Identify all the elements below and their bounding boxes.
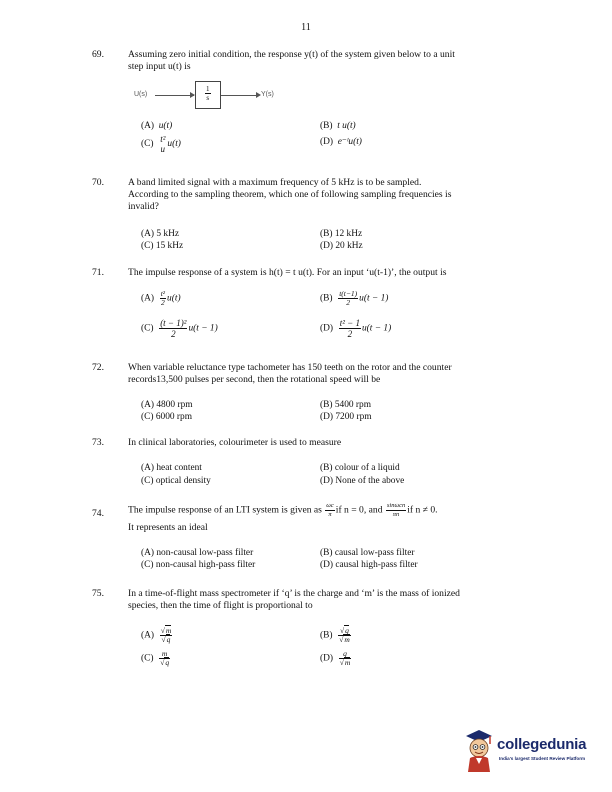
frac-num: t²	[160, 134, 166, 144]
q75-option-b	[320, 627, 352, 644]
q71-number: 71.	[92, 267, 104, 278]
frac-den: √m	[339, 635, 350, 644]
frac-den: √m	[339, 658, 351, 667]
q70-option-b: (B) 12 kHz	[320, 229, 363, 239]
q70-line1: A band limited signal with a maximum frequency of 5 kHz is to be sampled.	[128, 177, 422, 188]
option-fraction	[339, 650, 352, 667]
option-tail: u(t − 1)	[361, 323, 392, 334]
sqrt-arg: q	[345, 626, 349, 635]
q75-line1: In a time-of-flight mass spectrometer if ‘q’ is the charge and ‘m’ is the mass of ionized	[128, 588, 460, 599]
option-letter: (B)	[320, 630, 333, 641]
q69-option-a	[141, 121, 172, 131]
sqrt-arg: m	[165, 626, 172, 635]
q74-line2: It represents an ideal	[128, 522, 208, 533]
q71-option-b	[320, 290, 388, 307]
option-letter: (C)	[141, 653, 154, 664]
q70-option-d: (D) 20 kHz	[320, 241, 363, 251]
diagram-output-label: Y(s)	[261, 91, 274, 98]
option-value: u(t)	[158, 121, 173, 131]
q74-option-a: (A) non-causal low-pass filter	[141, 548, 254, 558]
q69-number: 69.	[92, 49, 104, 60]
q74-option-d: (D) causal high-pass filter	[320, 560, 418, 570]
q72-line2: records13,500 pulses per second, then the rotational speed will be	[128, 374, 381, 385]
q72-option-a: (A) 4800 rpm	[141, 400, 193, 410]
frac-num: m	[159, 650, 170, 659]
q74-text-b: if n = 0, and	[335, 504, 383, 516]
q74-line1	[128, 502, 548, 519]
q69-line2: step input u(t) is	[128, 61, 191, 72]
q72-option-b: (B) 5400 rpm	[320, 400, 372, 410]
page-number: 11	[301, 22, 311, 33]
option-fraction	[338, 627, 351, 644]
option-letter: (A)	[141, 121, 155, 131]
q70-text	[128, 177, 528, 213]
frac-num: √q	[340, 626, 349, 635]
q73-option-b: (B) colour of a liquid	[320, 463, 400, 473]
input-arrow-line	[155, 95, 194, 96]
q72-number: 72.	[92, 362, 104, 373]
q75-number: 75.	[92, 588, 104, 599]
q74-number: 74.	[92, 508, 104, 519]
q69-option-b	[320, 121, 356, 131]
q73-option-d: (D) None of the above	[320, 476, 405, 486]
option-fraction	[338, 290, 358, 307]
frac-num: t² − 1	[339, 318, 360, 328]
frac-den: √q	[160, 658, 170, 667]
q70-number: 70.	[92, 177, 104, 188]
option-letter: (A)	[141, 293, 155, 304]
q75-line2: species, then the time of flight is proportional to	[128, 600, 313, 611]
frac-den: u	[160, 144, 166, 154]
diagram-input-label: U(s)	[134, 91, 148, 98]
q74-fraction-1	[325, 502, 334, 519]
option-value: e⁻ᵗu(t)	[337, 137, 362, 147]
q69-line1: Assuming zero initial condition, the response y(t) of the system given below to a unit	[128, 49, 455, 60]
option-letter: (D)	[320, 653, 334, 664]
q71-option-a	[141, 290, 181, 307]
option-letter: (A)	[141, 630, 155, 641]
q69-option-d	[320, 136, 362, 147]
option-letter: (D)	[320, 137, 334, 147]
q74-text-a: The impulse response of an LTI system is given as	[128, 504, 322, 516]
option-fraction	[159, 134, 166, 154]
q73-option-a: (A) heat content	[141, 463, 202, 473]
block-diagram	[128, 80, 288, 110]
frac-num: (t − 1)²	[160, 318, 187, 328]
output-arrow-line	[221, 95, 259, 96]
q73-number: 73.	[92, 437, 104, 448]
q72-option-d: (D) 7200 rpm	[320, 412, 372, 422]
q75-text	[128, 588, 538, 612]
q70-option-c: (C) 15 kHz	[141, 241, 184, 251]
frac-den: 2	[171, 329, 176, 339]
sqrt-arg: m	[344, 658, 351, 667]
transfer-function-block	[195, 81, 221, 109]
q72-option-c: (C) 6000 rpm	[141, 412, 193, 422]
logo-tagline: India's largest Student Review Platform	[499, 756, 586, 761]
option-fraction	[160, 290, 166, 307]
option-fraction	[339, 318, 361, 339]
frac-den: 2	[161, 298, 165, 307]
q71-option-c	[141, 318, 218, 339]
q74-option-b: (B) causal low-pass filter	[320, 548, 415, 558]
option-tail: u(t − 1)	[188, 323, 218, 334]
q75-option-c	[141, 650, 171, 667]
transfer-function	[205, 85, 211, 102]
q74-fraction-2	[386, 502, 406, 519]
frac-num: sinωcn	[386, 502, 406, 509]
q72-line1: When variable reluctance type tachometer has 150 teeth on the rotor and the counter	[128, 362, 452, 373]
q75-option-a	[141, 627, 173, 644]
frac-den: π	[328, 511, 332, 518]
q75-option-d	[320, 650, 352, 667]
q73-text: In clinical laboratories, colourimeter is used to measure	[128, 437, 342, 448]
sqrt-arg: m	[344, 635, 350, 644]
option-letter: (B)	[320, 121, 333, 131]
q74-option-c: (C) non-causal high-pass filter	[141, 560, 256, 570]
option-fraction	[160, 627, 173, 644]
option-fraction	[159, 650, 170, 667]
tf-denominator: s	[206, 94, 210, 102]
option-tail: u(t)	[167, 139, 181, 150]
frac-num: t²	[160, 289, 166, 298]
q70-line3: invalid?	[128, 201, 159, 212]
frac-den: 2	[346, 298, 351, 307]
option-tail: u(t − 1)	[359, 293, 389, 304]
frac-den: 2	[347, 329, 353, 339]
logo-wordmark[interactable]: collegedunia	[497, 736, 587, 753]
q71-option-d	[320, 318, 391, 339]
q71-text: The impulse response of a system is h(t) = t u(t). For an input ‘u(t-1)’, the output is	[128, 267, 447, 278]
option-letter: (C)	[141, 139, 154, 150]
option-letter: (C)	[141, 323, 154, 334]
frac-num: q	[339, 650, 352, 659]
sqrt-arg: q	[166, 635, 171, 644]
tf-numerator: 1	[206, 85, 210, 93]
option-tail: u(t)	[167, 293, 181, 304]
sqrt-arg: q	[165, 658, 170, 667]
q73-option-c: (C) optical density	[141, 476, 211, 486]
q69-option-c	[141, 134, 181, 154]
frac-num: √m	[160, 626, 172, 635]
frac-num: t(t−1)	[339, 289, 358, 298]
frac-den: πn	[392, 511, 400, 518]
option-value: t u(t)	[337, 121, 356, 131]
option-letter: (D)	[320, 323, 334, 334]
frac-den: √q	[161, 635, 171, 644]
q69-text	[128, 49, 528, 73]
option-letter: (B)	[320, 293, 333, 304]
frac-num: ωc	[326, 502, 334, 509]
mascot-icon	[462, 728, 496, 772]
q72-text	[128, 362, 528, 386]
q70-option-a: (A) 5 kHz	[141, 229, 180, 239]
option-fraction	[159, 318, 187, 339]
q70-line2: According to the sampling theorem, which one of following sampling frequencies is	[128, 189, 452, 200]
q74-text-c: if n ≠ 0.	[407, 504, 438, 516]
